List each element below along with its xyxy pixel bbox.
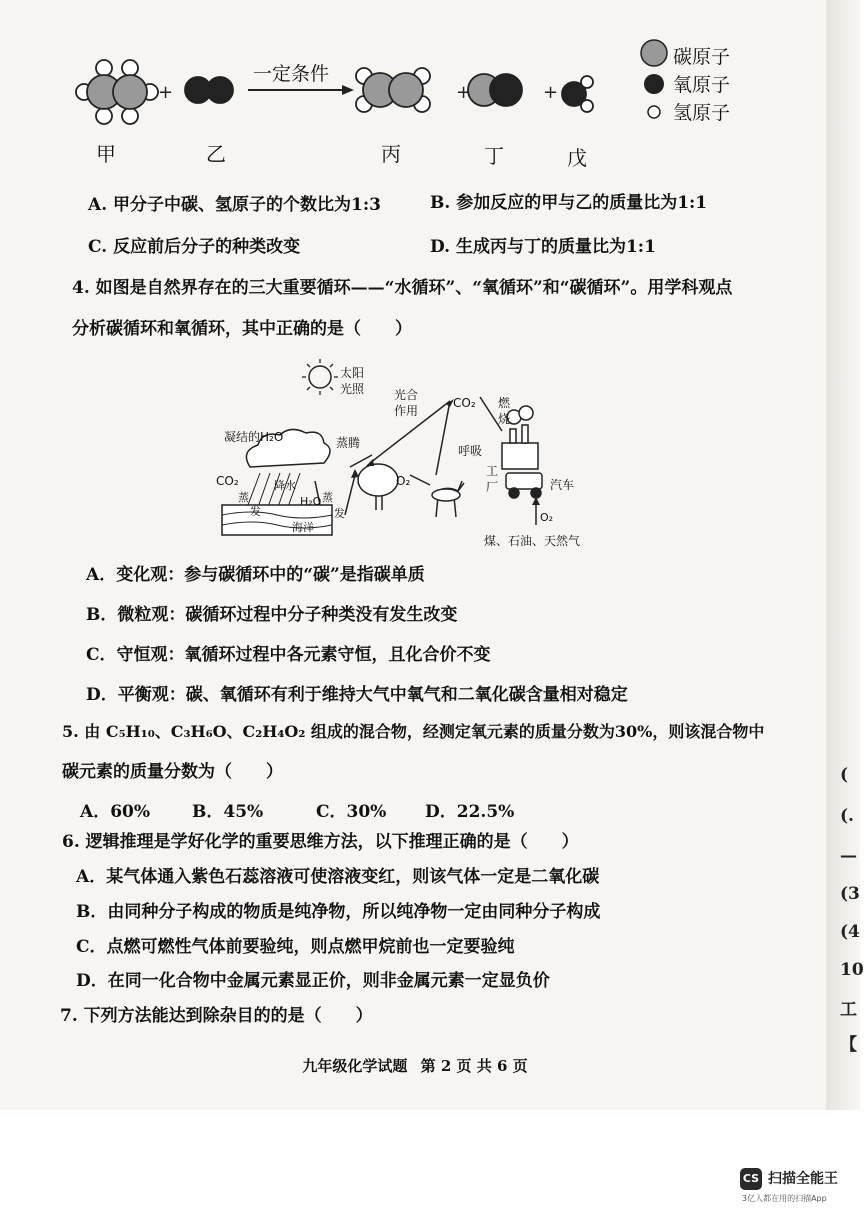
edge-mark: ( (840, 765, 849, 785)
label-o2-mid: O₂ (396, 474, 411, 488)
q7-stem: 7. 下列方法能达到除杂目的的是（ ） (60, 1006, 373, 1026)
footer-title: 九年级化学试题 (302, 1057, 408, 1075)
q6-stem: 6. 逻辑推理是学好化学的重要思维方法，以下推理正确的是（ ） (62, 832, 579, 852)
q4-option-d: D．平衡观：碳、氧循环有利于维持大气中氧气和二氧化碳含量相对稳定 (86, 685, 628, 705)
q5-option-d: D．22.5% (425, 802, 515, 822)
label-o2-bottom: O₂ (540, 511, 554, 524)
edge-mark: (3 (840, 884, 860, 904)
plus-sign: + (158, 82, 174, 103)
edge-mark: 【 (840, 1035, 857, 1055)
q6-option-a: A．某气体通入紫色石蕊溶液可使溶液变红，则该气体一定是二氧化碳 (76, 867, 600, 887)
legend-hydrogen: 氢原子 (673, 102, 731, 124)
label-h2o: H₂O (300, 495, 322, 508)
label-burn-1: 燃 (498, 396, 511, 410)
label-factory-2: 厂 (486, 480, 499, 494)
label-evaporation-1: 蒸 (238, 491, 249, 504)
molecule-ding (468, 74, 522, 106)
camscanner-logo-icon: CS (740, 1168, 762, 1190)
q4-stem-line2: 分析碳循环和氧循环，其中正确的是（ ） (72, 319, 412, 339)
label-co2-left: CO₂ (216, 474, 239, 488)
q6-option-c: C．点燃可燃性气体前要验纯，则点燃甲烷前也一定要验纯 (76, 937, 515, 957)
q5-stem-line2: 碳元素的质量分数为（ ） (62, 762, 283, 782)
legend-oxygen: 氧原子 (673, 74, 731, 96)
q5-option-a: A．60% (80, 802, 151, 822)
label-burn-2: 烧 (498, 412, 511, 426)
edge-mark: (. (840, 806, 854, 826)
label-wu: 戊 (567, 146, 587, 170)
label-sun: 太阳 (340, 366, 365, 380)
molecule-wu (562, 76, 593, 112)
q5-stem-line1: 5. 由 C₅H₁₀、C₃H₆O、C₂H₄O₂ 组成的混合物，经测定氧元素的质量分数为30%，则该混合物中 (62, 722, 765, 741)
molecule-bing (356, 68, 430, 112)
label-sunlight: 光照 (340, 382, 365, 396)
camscanner-name: 扫描全能王 (768, 1171, 838, 1187)
q3-option-c: C. 反应前后分子的种类改变 (88, 237, 301, 257)
label-yi: 乙 (206, 142, 226, 166)
q4-option-a: A．变化观：参与碳循环中的“碳”是指碳单质 (86, 565, 425, 585)
edge-mark: (4 (840, 922, 860, 942)
reaction-condition: 一定条件 (253, 63, 330, 85)
q6-option-b: B．由同种分子构成的物质是纯净物，所以纯净物一定由同种分子构成 (76, 902, 601, 922)
label-evaporation-2: 发 (250, 505, 261, 518)
camscanner-tagline: 3亿人都在用的扫描App (742, 1194, 827, 1203)
label-jia: 甲 (96, 142, 116, 166)
label-transpiration: 蒸腾 (336, 436, 361, 450)
plus-sign: + (456, 82, 472, 103)
label-evaporation-4: 发 (334, 507, 345, 520)
q4-option-b: B．微粒观：碳循环过程中分子种类没有发生改变 (86, 605, 458, 625)
next-page-edge (826, 0, 864, 1110)
label-fossil-fuels: 煤、石油、天然气 (484, 534, 581, 548)
q6-option-d: D．在同一化合物中金属元素显正价，则非金属元素一定显负价 (76, 971, 550, 991)
edge-mark: — (840, 846, 857, 866)
edge-mark: 工 (840, 1000, 857, 1020)
label-ding: 丁 (484, 144, 504, 168)
label-cloud: 凝结的H₂O (224, 430, 284, 444)
label-co2-top: CO₂ (453, 396, 476, 410)
q5-option-c: C．30% (316, 802, 387, 822)
label-evaporation-3: 蒸 (322, 491, 333, 504)
q3-option-b: B. 参加反应的甲与乙的质量比为1:1 (430, 193, 708, 213)
plus-sign: + (543, 82, 559, 103)
legend-icons (638, 38, 670, 128)
label-factory-1: 工 (486, 464, 499, 478)
page-footer (0, 1055, 830, 1076)
legend-carbon: 碳原子 (673, 46, 731, 68)
q3-option-a: A. 甲分子中碳、氢原子的个数比为1:3 (88, 195, 381, 215)
label-bing: 丙 (381, 142, 401, 166)
q5-option-b: B．45% (192, 802, 264, 822)
molecule-yi (185, 77, 233, 103)
label-respiration: 呼吸 (458, 444, 483, 458)
edge-mark: 10 (840, 960, 864, 980)
footer-page-number: 第 2 页 共 6 页 (420, 1057, 528, 1075)
reaction-diagram (60, 40, 640, 140)
q3-option-d: D. 生成丙与丁的质量比为1:1 (430, 237, 656, 257)
q4-option-c: C．守恒观：氧循环过程中各元素守恒，且化合价不变 (86, 645, 491, 665)
molecule-jia (76, 60, 158, 124)
cycle-diagram (210, 355, 590, 555)
q4-stem-line1: 4. 如图是自然界存在的三大重要循环——“水循环”、“氧循环”和“碳循环”。用学科观点 (72, 278, 733, 298)
label-photosynthesis-1: 光合 (394, 388, 419, 402)
label-photosynthesis-2: 作用 (394, 404, 419, 418)
label-car: 汽车 (550, 478, 575, 492)
label-ocean: 海洋 (292, 521, 314, 534)
label-rainfall: 降水 (274, 479, 296, 492)
